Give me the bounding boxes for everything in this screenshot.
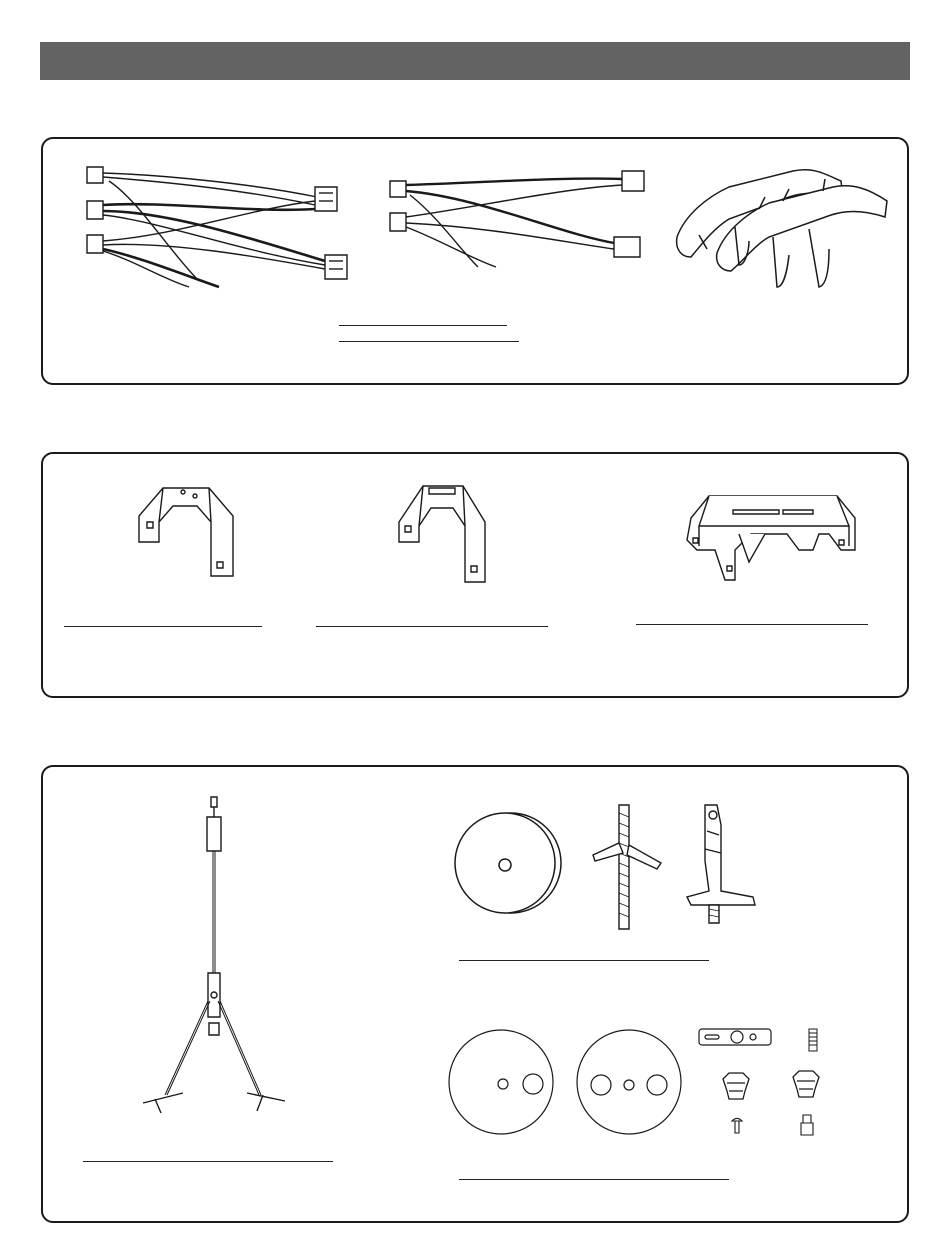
caption-underline-1 bbox=[339, 325, 507, 326]
plate-kit-underline bbox=[459, 1179, 729, 1180]
caption-underline-2 bbox=[339, 341, 519, 342]
bracket-b-underline bbox=[316, 626, 548, 627]
cable-fitting-icon bbox=[799, 1113, 815, 1139]
toggle-bolt-icon bbox=[589, 803, 669, 933]
cable-kit-underline bbox=[83, 1161, 333, 1162]
panel-wiring bbox=[41, 137, 909, 385]
wide-bracket-icon bbox=[669, 488, 859, 588]
canopy-plate-2-icon bbox=[575, 1027, 685, 1137]
bracket-c-underline bbox=[636, 624, 868, 625]
y-cable-kit-icon bbox=[135, 795, 295, 1125]
panel-brackets bbox=[41, 452, 909, 698]
wire-harness-2-icon bbox=[388, 167, 648, 277]
canopy-kit-underline bbox=[459, 960, 709, 961]
slotted-bracket-icon bbox=[393, 482, 493, 586]
canopy-icon bbox=[453, 807, 563, 917]
hanger-icon bbox=[683, 801, 763, 931]
panel-mounting bbox=[41, 765, 909, 1223]
wire-harness-3-icon bbox=[79, 161, 339, 291]
cable-gripper-1-icon bbox=[719, 1069, 753, 1103]
header-bar bbox=[40, 42, 910, 80]
screw-icon bbox=[731, 1117, 743, 1135]
canopy-plate-1-icon bbox=[447, 1027, 557, 1137]
crossbar-strap-icon bbox=[697, 1025, 773, 1049]
cable-gripper-2-icon bbox=[789, 1067, 823, 1101]
end-caps-icon bbox=[673, 157, 893, 297]
threaded-nipple-icon bbox=[807, 1027, 819, 1053]
bracket-a-underline bbox=[64, 626, 262, 627]
narrow-bracket-icon bbox=[133, 482, 243, 582]
